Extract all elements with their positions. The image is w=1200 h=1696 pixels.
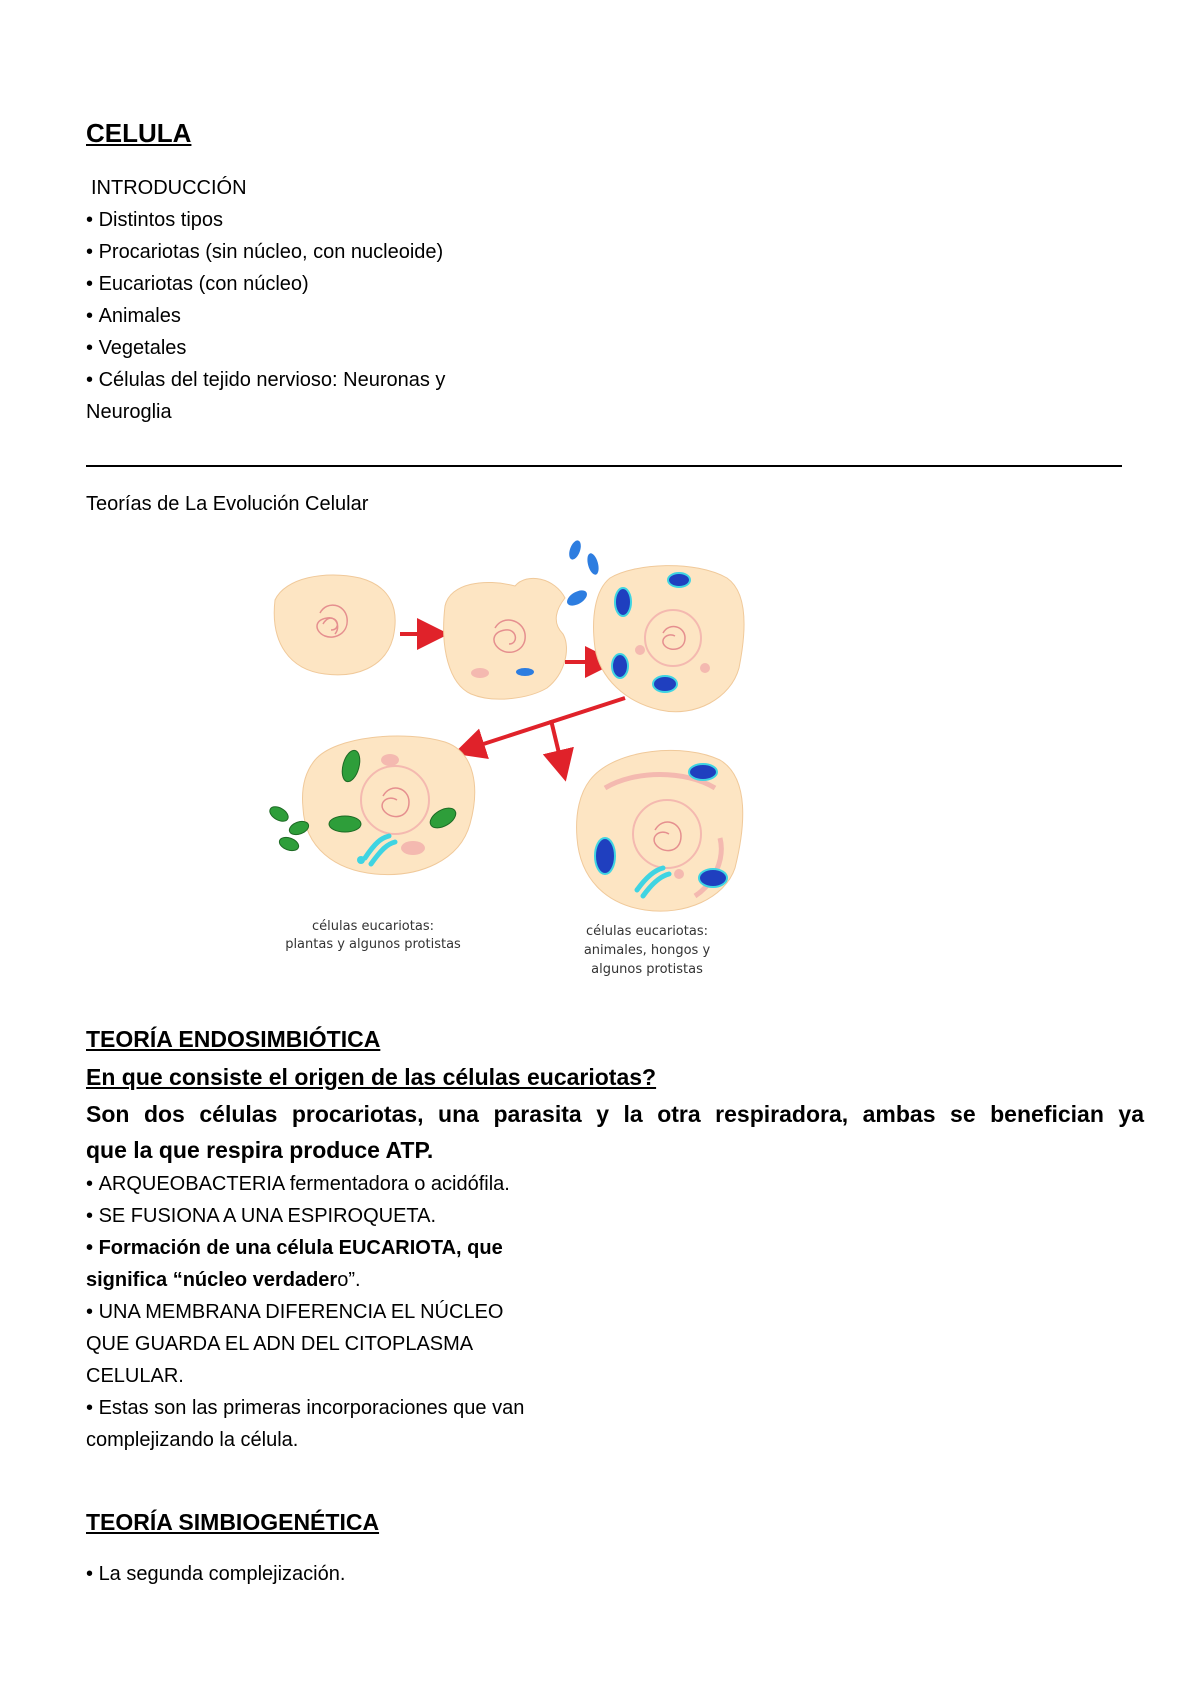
prokaryote-cell bbox=[274, 575, 395, 675]
intro-item: • Vegetales bbox=[86, 336, 186, 360]
engulfing-cell bbox=[444, 578, 567, 699]
figure-caption-left: plantas y algunos protistas bbox=[285, 937, 461, 952]
endo-bullet-continuation bbox=[86, 1268, 361, 1292]
chloroplast-icon bbox=[267, 804, 290, 824]
plant-cell bbox=[303, 736, 475, 875]
page-title: CELULA bbox=[86, 118, 192, 148]
symbio-bullet: • La segunda complejización. bbox=[86, 1562, 345, 1586]
endosymbiotic-question: En que consiste el origen de las células eucariotas? bbox=[86, 1064, 657, 1090]
evolution-heading: Teorías de La Evolución Celular bbox=[86, 493, 369, 515]
proto-eukaryote-cell bbox=[594, 566, 744, 712]
figure-caption-right: animales, hongos y bbox=[583, 943, 711, 958]
bold-text: significa “núcleo verdader bbox=[86, 1269, 338, 1291]
symbiogenetic-heading: TEORÍA SIMBIOGENÉTICA bbox=[86, 1509, 380, 1535]
arrow-icon bbox=[465, 698, 625, 750]
figure-caption-right: algunos protistas bbox=[591, 962, 703, 977]
intro-item: • Procariotas (sin núcleo, con nucleoide) bbox=[86, 240, 443, 264]
intro-item: • Distintos tipos bbox=[86, 208, 223, 232]
bacterium-icon bbox=[567, 539, 583, 561]
endo-bullet: • Formación de una célula EUCARIOTA, que bbox=[86, 1236, 503, 1260]
intro-item: • Eucariotas (con núcleo) bbox=[86, 272, 309, 296]
horizontal-rule bbox=[86, 465, 1122, 467]
intro-item-continuation: Neuroglia bbox=[86, 401, 172, 423]
bacterium-icon bbox=[564, 587, 589, 608]
endo-bullet: • SE FUSIONA A UNA ESPIROQUETA. bbox=[86, 1204, 436, 1228]
chloroplast-icon bbox=[278, 835, 301, 853]
endo-bullet-continuation: CELULAR. bbox=[86, 1365, 184, 1387]
cell-evolution-diagram bbox=[265, 538, 785, 988]
intro-heading: INTRODUCCIÓN bbox=[91, 177, 247, 199]
endosymbiotic-answer-line: que la que respira produce ATP. bbox=[86, 1137, 434, 1163]
endo-bullet: • Estas son las primeras incorporaciones que van bbox=[86, 1396, 524, 1420]
endo-bullet: • ARQUEOBACTERIA fermentadora o acidófila. bbox=[86, 1172, 510, 1196]
figure-caption-left: células eucariotas: bbox=[312, 919, 434, 934]
arrow-icon bbox=[551, 720, 563, 770]
cell-evolution-figure bbox=[265, 538, 785, 988]
figure-caption-right: células eucariotas: bbox=[586, 924, 708, 939]
intro-item: • Animales bbox=[86, 304, 181, 328]
endo-bullet: • UNA MEMBRANA DIFERENCIA EL NÚCLEO bbox=[86, 1300, 503, 1324]
endo-bullet-continuation: complejizando la célula. bbox=[86, 1429, 299, 1451]
endo-bullet-continuation: QUE GUARDA EL ADN DEL CITOPLASMA bbox=[86, 1333, 474, 1355]
intro-item: • Células del tejido nervioso: Neuronas y bbox=[86, 368, 445, 392]
normal-text: o”. bbox=[337, 1269, 361, 1291]
bacterium-icon bbox=[585, 552, 600, 576]
animal-cell bbox=[577, 750, 743, 911]
endosymbiotic-answer-line: Son dos células procariotas, una parasita y la otra respiradora, ambas se benefician ya bbox=[86, 1101, 1144, 1127]
endosymbiotic-heading: TEORÍA ENDOSIMBIÓTICA bbox=[86, 1026, 381, 1052]
